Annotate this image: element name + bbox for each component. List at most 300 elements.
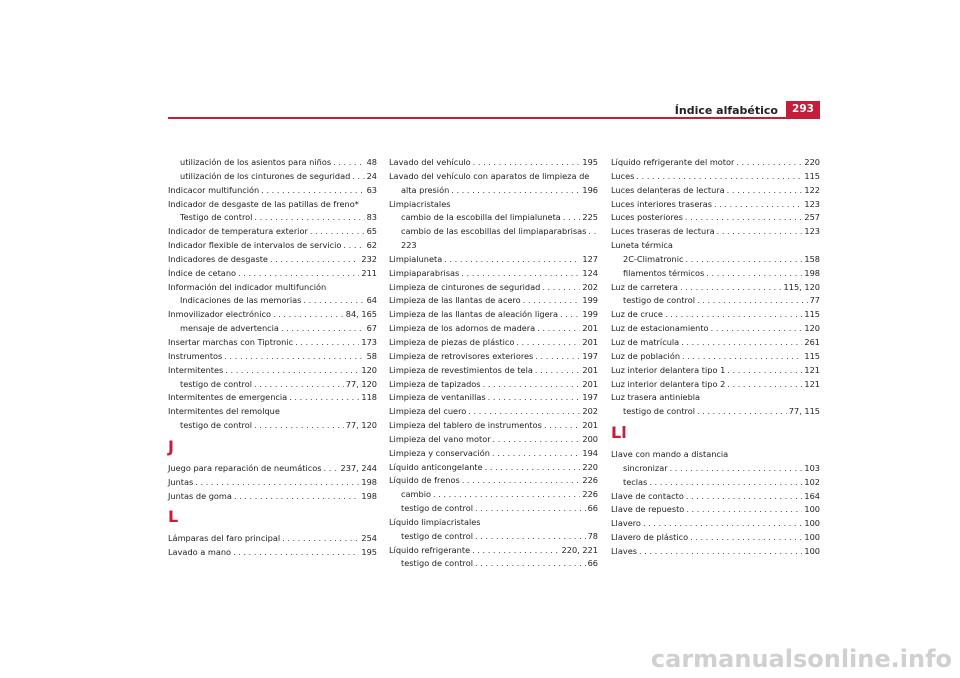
- index-subentry: [168, 294, 377, 308]
- leader-dots: [234, 490, 359, 504]
- index-heading: Limpiacristales: [389, 198, 451, 209]
- index-entry: [389, 474, 598, 488]
- index-subentry: [168, 170, 377, 184]
- index-entry: [168, 532, 377, 546]
- index-entry: [611, 156, 820, 170]
- entry-page: 261: [804, 336, 820, 347]
- index-entry: [611, 503, 820, 517]
- entry-label: Lámparas del faro principal: [168, 533, 281, 544]
- entry-label: Juntas de goma: [168, 490, 232, 501]
- index-entry: [389, 350, 598, 364]
- leader-dots: [686, 253, 803, 267]
- entry-page: 211: [361, 267, 377, 278]
- entry-page: 122: [804, 184, 820, 195]
- entry-label: Insertar marchas con Tiptronic: [168, 336, 294, 347]
- leader-dots: [233, 546, 359, 560]
- index-subentry: [168, 419, 377, 433]
- leader-dots: [697, 405, 787, 419]
- entry-label: Llavero: [611, 518, 641, 529]
- index-entry: [611, 198, 820, 212]
- index-heading: Intermitentes del remolque: [168, 406, 280, 417]
- index-subentry: [611, 253, 820, 267]
- index-entry: [389, 294, 598, 308]
- entry-label: Luz de cruce: [611, 309, 663, 320]
- leader-dots: [225, 364, 359, 378]
- leader-dots: [681, 336, 802, 350]
- entry-label: Luz de población: [611, 350, 681, 361]
- entry-label: Líquido anticongelante: [389, 461, 483, 472]
- entry-label: Luces delanteras de lectura: [611, 184, 725, 195]
- leader-dots: [686, 490, 803, 504]
- entry-label: Instrumentos: [168, 350, 223, 361]
- entry-label: Limpiaparabrisas: [389, 267, 460, 278]
- index-entry: [611, 545, 820, 559]
- entry-label: Limpieza de los adornos de madera: [389, 323, 536, 334]
- entry-label: sincronizar: [623, 462, 668, 473]
- entry-page: 24: [366, 170, 377, 181]
- entry-label: testigo de control: [401, 558, 474, 569]
- entry-page: 100: [804, 518, 820, 529]
- index-entry: [611, 350, 820, 364]
- entry-page: 254: [361, 533, 377, 544]
- index-column-2: [389, 156, 598, 571]
- entry-page: 220: [582, 461, 598, 472]
- leader-dots: [324, 462, 339, 476]
- index-heading: Lavado del vehículo con aparatos de limpieza de: [389, 170, 590, 181]
- leader-dots: [310, 225, 365, 239]
- leader-dots: [303, 294, 364, 308]
- index-subentry: [611, 267, 820, 281]
- entry-label: cambio de las escobillas del limpiaparabrisas: [401, 226, 587, 237]
- leader-dots: [670, 462, 803, 476]
- entry-page: 65: [366, 226, 377, 237]
- index-subentry: [168, 378, 377, 392]
- index-entry: [611, 322, 820, 336]
- index-entry: [611, 281, 820, 295]
- entry-label: Luces interiores traseras: [611, 198, 713, 209]
- entry-page: 115, 120: [783, 281, 820, 292]
- entry-label: utilización de los asientos para niños: [180, 157, 332, 167]
- index-entry: [389, 336, 598, 350]
- leader-dots: [523, 294, 581, 308]
- entry-page: 102: [804, 476, 820, 487]
- leader-dots: [254, 419, 344, 433]
- index-entry: [168, 308, 377, 322]
- leader-dots: [563, 211, 581, 225]
- index-subentry: [389, 225, 598, 239]
- entry-page: 120: [804, 323, 820, 334]
- entry-page: 220, 221: [561, 544, 598, 555]
- leader-dots: [711, 322, 803, 336]
- leader-dots: [542, 281, 580, 295]
- index-entry: [389, 544, 598, 558]
- index-entry: [168, 267, 377, 281]
- leader-dots: [295, 336, 359, 350]
- entry-label: Limpieza de tapizados: [389, 378, 481, 389]
- section-letter: Ll: [611, 423, 627, 443]
- index-entry: [389, 156, 598, 170]
- index-entry: [611, 378, 820, 392]
- leader-dots: [544, 419, 580, 433]
- index-column-3: [611, 156, 820, 559]
- index-entry: [168, 253, 377, 267]
- entry-label: Indicador de temperatura exterior: [168, 226, 308, 237]
- entry-page: 194: [582, 447, 598, 458]
- entry-label: Luz de estacionamiento: [611, 323, 709, 334]
- index-entry: [611, 211, 820, 225]
- index-entry: [389, 419, 598, 433]
- index-subentry: [389, 557, 598, 571]
- entry-page: 237, 244: [340, 462, 377, 473]
- entry-page: 199: [582, 309, 598, 320]
- leader-dots: [254, 378, 344, 392]
- leader-dots: [254, 211, 364, 225]
- leader-dots: [195, 476, 359, 490]
- entry-label: testigo de control: [623, 295, 696, 306]
- leader-dots: [238, 267, 359, 281]
- index-entry: [168, 391, 377, 405]
- entry-label: testigo de control: [180, 420, 253, 431]
- leader-dots: [444, 253, 580, 267]
- leader-dots: [727, 378, 802, 392]
- entry-label: Limpieza de las llantas de acero: [389, 295, 521, 306]
- index-entry: [611, 184, 820, 198]
- entry-label: Lavado del vehículo: [389, 157, 471, 167]
- index-heading: Información del indicador multifunción: [168, 281, 327, 292]
- entry-label: testigo de control: [401, 530, 474, 541]
- entry-page: 77, 120: [345, 420, 377, 431]
- entry-page: 120: [361, 364, 377, 375]
- leader-dots: [560, 308, 580, 322]
- index-entry: [168, 225, 377, 239]
- index-entry: [389, 322, 598, 336]
- entry-page: 100: [804, 532, 820, 543]
- leader-dots: [697, 294, 808, 308]
- index-entry: [168, 476, 377, 490]
- entry-page: 201: [582, 323, 598, 334]
- leader-dots: [516, 336, 580, 350]
- entry-page: 67: [366, 323, 377, 334]
- page-number-badge: 293: [786, 101, 820, 117]
- entry-label: Limpieza de revestimientos de tela: [389, 364, 533, 375]
- entry-page: 232: [361, 253, 377, 264]
- leader-dots: [717, 225, 803, 239]
- leader-dots: [680, 281, 782, 295]
- entry-label: Intermitentes de emergencia: [168, 392, 288, 403]
- index-entry: [168, 364, 377, 378]
- entry-page: 62: [366, 240, 377, 251]
- index-subentry: [389, 530, 598, 544]
- index-entry: [168, 490, 377, 504]
- leader-dots: [468, 405, 580, 419]
- entry-page: 195: [582, 157, 598, 167]
- index-subentry: [611, 476, 820, 490]
- entry-page: 197: [582, 392, 598, 403]
- leader-dots: [343, 239, 364, 253]
- leader-dots: [643, 517, 802, 531]
- entry-page: 200: [582, 433, 598, 444]
- entry-label: Indicador flexible de intervalos de servicio: [168, 240, 342, 251]
- leader-dots: [224, 350, 364, 364]
- entry-label: Intermitentes: [168, 364, 224, 375]
- leader-dots: [273, 308, 344, 322]
- leader-dots: [686, 503, 802, 517]
- entry-page: 77, 115: [788, 406, 820, 417]
- entry-label: mensaje de advertencia: [180, 323, 279, 334]
- entry-label: utilización de los cinturones de seguridad: [180, 170, 351, 181]
- entry-page: 66: [587, 558, 598, 569]
- leader-dots: [461, 267, 580, 281]
- entry-label: filamentos térmicos: [623, 267, 705, 278]
- index-entry: [611, 490, 820, 504]
- entry-page: 199: [582, 295, 598, 306]
- entry-label: Luces: [611, 170, 635, 181]
- index-entry: [168, 336, 377, 350]
- entry-page: 58: [366, 350, 377, 361]
- entry-page: 164: [804, 490, 820, 501]
- index-subentry: [611, 462, 820, 476]
- leader-dots: [492, 447, 580, 461]
- entry-page: 202: [582, 406, 598, 417]
- index-subentry: [611, 405, 820, 419]
- leader-dots: [493, 433, 581, 447]
- entry-page: 127: [582, 253, 598, 264]
- entry-page: 64: [366, 295, 377, 306]
- entry-label: teclas: [623, 476, 648, 487]
- index-heading: Luneta térmica: [611, 240, 673, 251]
- entry-label: Luz interior delantera tipo 1: [611, 364, 726, 375]
- entry-page: 78: [587, 530, 598, 541]
- index-entry: [389, 281, 598, 295]
- entry-page: 103: [804, 462, 820, 473]
- leader-dots: [685, 211, 802, 225]
- leader-dots: [475, 557, 586, 571]
- entry-label: Llavero de plástico: [611, 532, 689, 543]
- entry-label: Juego para reparación de neumáticos: [168, 462, 322, 473]
- entry-label: Limpieza del cuero: [389, 406, 467, 417]
- entry-page: 197: [582, 350, 598, 361]
- index-entry: [611, 531, 820, 545]
- leader-dots: [352, 170, 364, 184]
- entry-label: Limpieza y conservación: [389, 447, 490, 458]
- leader-dots: [682, 350, 802, 364]
- entry-label: Inmovilizador electrónico: [168, 309, 271, 320]
- index-subentry: [168, 211, 377, 225]
- entry-page: 100: [804, 504, 820, 515]
- index-subentry: [389, 502, 598, 516]
- entry-page: 123: [804, 226, 820, 237]
- entry-label: Lavado a mano: [168, 547, 232, 558]
- entry-page: 48: [366, 157, 377, 167]
- index-entry: [389, 447, 598, 461]
- leader-dots: [282, 532, 359, 546]
- index-entry: [389, 461, 598, 475]
- entry-label: cambio: [401, 489, 431, 500]
- entry-page: 201: [582, 378, 598, 389]
- entry-page: 173: [361, 336, 377, 347]
- entry-label: Limpieza de retrovisores exteriores: [389, 350, 534, 361]
- index-heading: Indicador de desgaste de las patillas de freno*: [168, 198, 359, 209]
- index-subentry: [389, 488, 598, 502]
- entry-page: 77, 120: [345, 378, 377, 389]
- entry-page: 198: [361, 476, 377, 487]
- section-letter: L: [168, 507, 179, 527]
- entry-label: Luces posteriores: [611, 212, 683, 223]
- entry-page: 257: [804, 212, 820, 223]
- entry-page: 115: [804, 170, 820, 181]
- entry-page: 202: [582, 281, 598, 292]
- entry-label: 2C-Climatronic: [623, 253, 684, 264]
- entry-label: Limpieza de cinturones de seguridad: [389, 281, 541, 292]
- leader-dots: [639, 545, 802, 559]
- entry-label: Luz interior delantera tipo 2: [611, 378, 726, 389]
- index-entry: [168, 350, 377, 364]
- leader-dots: [462, 474, 581, 488]
- index-subentry: [611, 294, 820, 308]
- page-header: [0, 0, 960, 125]
- index-entry: [389, 391, 598, 405]
- entry-page: 201: [582, 336, 598, 347]
- entry-page: 225: [582, 212, 598, 223]
- entry-page: 201: [582, 364, 598, 375]
- entry-label: Líquido de frenos: [389, 475, 460, 486]
- leader-dots: [333, 156, 364, 170]
- leader-dots: [535, 350, 580, 364]
- leader-dots: [270, 253, 359, 267]
- leader-dots: [433, 488, 580, 502]
- entry-label: testigo de control: [623, 406, 696, 417]
- index-subentry: [168, 322, 377, 336]
- entry-label: Testigo de control: [180, 212, 253, 223]
- leader-dots: [727, 364, 802, 378]
- entry-label: Luz de carretera: [611, 281, 678, 292]
- page-title: Índice alfabético: [674, 104, 778, 117]
- entry-label: Limpieza del tablero de instrumentos: [389, 420, 542, 431]
- entry-page: 220: [804, 157, 820, 167]
- entry-label: Índice de cetano: [168, 267, 237, 278]
- index-entry: [389, 378, 598, 392]
- entry-page: 196: [582, 184, 598, 195]
- index-entry: [168, 462, 377, 476]
- entry-label: Limpialuneta: [389, 253, 443, 264]
- entry-page: 123: [804, 198, 820, 209]
- entry-label: Líquido refrigerante del motor: [611, 157, 735, 167]
- leader-dots: [649, 476, 802, 490]
- entry-page: 118: [361, 392, 377, 403]
- entry-label: testigo de control: [401, 503, 474, 514]
- entry-label: Líquido refrigerante: [389, 544, 471, 555]
- entry-label: Limpieza de las llantas de aleación ligera: [389, 309, 559, 320]
- index-heading: 223: [401, 240, 417, 251]
- index-entry: [389, 433, 598, 447]
- leader-dots: [281, 322, 365, 336]
- leader-dots: [483, 378, 581, 392]
- entry-page: 226: [582, 475, 598, 486]
- entry-label: alta presión: [401, 184, 450, 195]
- entry-label: Limpieza de ventanillas: [389, 392, 486, 403]
- entry-page: 100: [804, 545, 820, 556]
- leader-dots: [535, 364, 580, 378]
- index-entry: [611, 364, 820, 378]
- entry-page: 201: [582, 420, 598, 431]
- watermark: carmanualsonline.info: [650, 645, 952, 673]
- entry-page: 198: [804, 267, 820, 278]
- index-entry: [611, 308, 820, 322]
- entry-label: cambio de la escobilla del limpialuneta: [401, 212, 561, 223]
- index-entry: [389, 405, 598, 419]
- entry-page: 158: [804, 253, 820, 264]
- leader-dots: [636, 170, 802, 184]
- entry-page: 124: [582, 267, 598, 278]
- leader-dots: [475, 502, 586, 516]
- entry-page: 121: [804, 378, 820, 389]
- entry-label: Limpieza del vano motor: [389, 433, 491, 444]
- entry-label: Indicacor multifunción: [168, 184, 260, 195]
- index-entry: [389, 267, 598, 281]
- leader-dots: [727, 184, 803, 198]
- index-entry: [389, 253, 598, 267]
- entry-page: 115: [804, 309, 820, 320]
- entry-label: Luces traseras de lectura: [611, 226, 715, 237]
- entry-label: Indicaciones de las memorias: [180, 295, 302, 306]
- leader-dots: [714, 198, 802, 212]
- entry-page: 226: [582, 489, 598, 500]
- entry-label: Llaves: [611, 545, 638, 556]
- index-entry: [611, 225, 820, 239]
- index-entry: [168, 239, 377, 253]
- entry-label: testigo de control: [180, 378, 253, 389]
- leader-dots: [690, 531, 802, 545]
- index-column-1: [168, 156, 377, 560]
- leader-dots: [706, 267, 802, 281]
- entry-page: 66: [587, 503, 598, 514]
- index-heading: Llave con mando a distancia: [611, 449, 729, 460]
- leader-dots: [475, 530, 586, 544]
- index-entry: [611, 336, 820, 350]
- leader-dots: [289, 391, 359, 405]
- entry-page: 77: [809, 295, 820, 306]
- header-rule: [168, 117, 820, 119]
- entry-page: 115: [804, 350, 820, 361]
- index-entry: [389, 364, 598, 378]
- index-entry: [611, 517, 820, 531]
- index-entry: [168, 184, 377, 198]
- index-heading: Líquido limpiacristales: [389, 516, 481, 527]
- index-entry: [168, 546, 377, 560]
- entry-label: Llave de contacto: [611, 490, 684, 501]
- entry-page: 198: [361, 490, 377, 501]
- entry-label: Llave de repuesto: [611, 504, 685, 515]
- entry-label: Luz de matrícula: [611, 336, 680, 347]
- leader-dots: [665, 308, 802, 322]
- leader-dots: [485, 461, 581, 475]
- index-entry: [611, 170, 820, 184]
- entry-label: Indicadores de desgaste: [168, 253, 268, 264]
- entry-page: 63: [366, 184, 377, 195]
- leader-dots: [588, 225, 596, 239]
- leader-dots: [473, 156, 581, 170]
- entry-page: 83: [366, 212, 377, 223]
- index-subentry: [389, 184, 598, 198]
- entry-label: Juntas: [168, 476, 194, 487]
- entry-page: 121: [804, 364, 820, 375]
- leader-dots: [488, 391, 581, 405]
- index-subentry: [168, 156, 377, 170]
- leader-dots: [261, 184, 364, 198]
- index-subentry: [389, 211, 598, 225]
- leader-dots: [537, 322, 580, 336]
- section-letter: J: [168, 436, 174, 456]
